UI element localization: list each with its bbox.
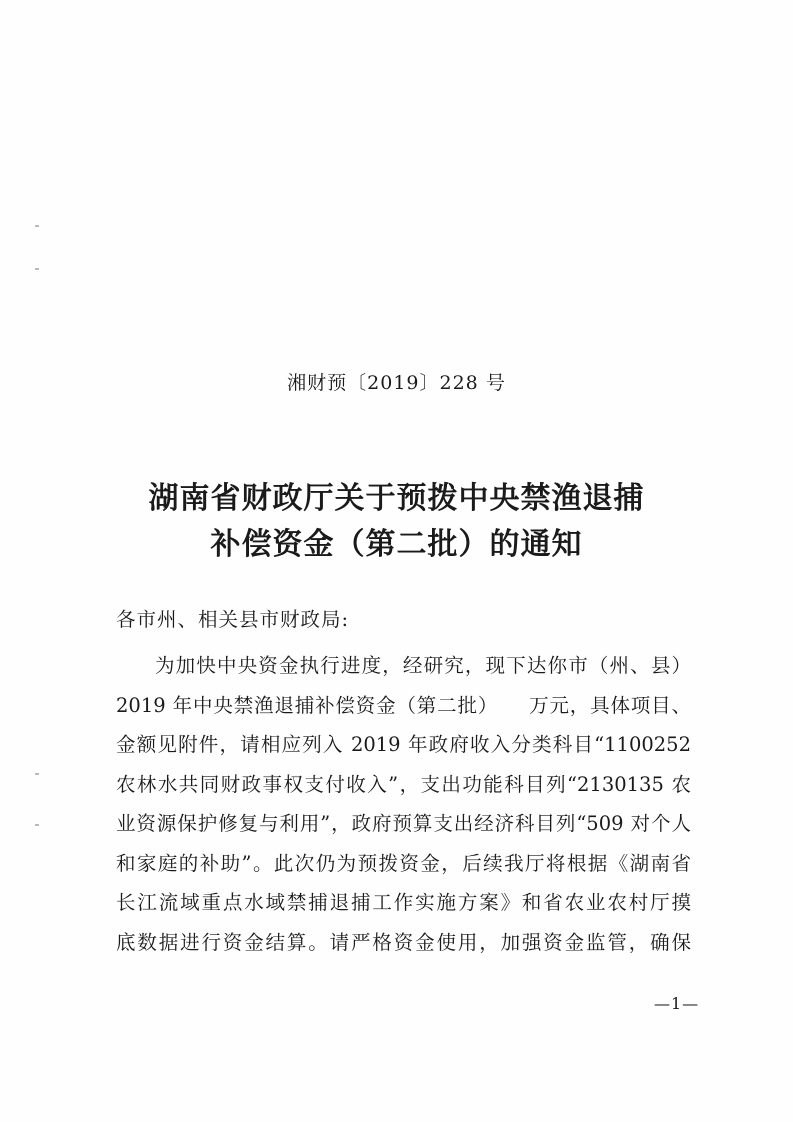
body-line: 农林水共同财政事权支付收入”，支出功能科目列“2130135 农	[116, 772, 691, 796]
scan-mark	[35, 268, 39, 270]
page-number: —1—	[654, 994, 700, 1013]
salutation: 各市州、相关县市财政局:	[116, 608, 350, 631]
body-line: 2019 年中央禁渔退捕补偿资金（第二批） 万元，具体项目、	[116, 693, 691, 717]
body-line: 业资源保护修复与利用”，政府预算支出经济科目列“509 对个人	[116, 812, 691, 835]
title-line-1: 湖南省财政厅关于预拨中央禁渔退捕	[148, 481, 645, 516]
scan-mark	[35, 225, 39, 227]
document-title	[0, 476, 793, 568]
document-number: 湘财预〔2019〕228 号	[287, 372, 506, 394]
scan-mark	[35, 773, 39, 775]
body-line: 长江流域重点水域禁捕退捕工作实施方案》和省农业农村厅摸	[116, 891, 691, 914]
body-paragraph	[116, 646, 691, 962]
title-line-2: 补偿资金（第二批）的通知	[210, 527, 583, 562]
body-line: 为加快中央资金执行进度，经研究，现下达你市（州、县）	[155, 654, 691, 677]
scan-mark	[35, 824, 39, 826]
body-line: 底数据进行资金结算。请严格资金使用，加强资金监管，确保	[116, 930, 691, 954]
body-line: 和家庭的补助”。此次仍为预拨资金，后续我厅将根据《湖南省	[116, 851, 691, 875]
body-line: 金额见附件，请相应列入 2019 年政府收入分类科目“1100252	[116, 733, 691, 756]
